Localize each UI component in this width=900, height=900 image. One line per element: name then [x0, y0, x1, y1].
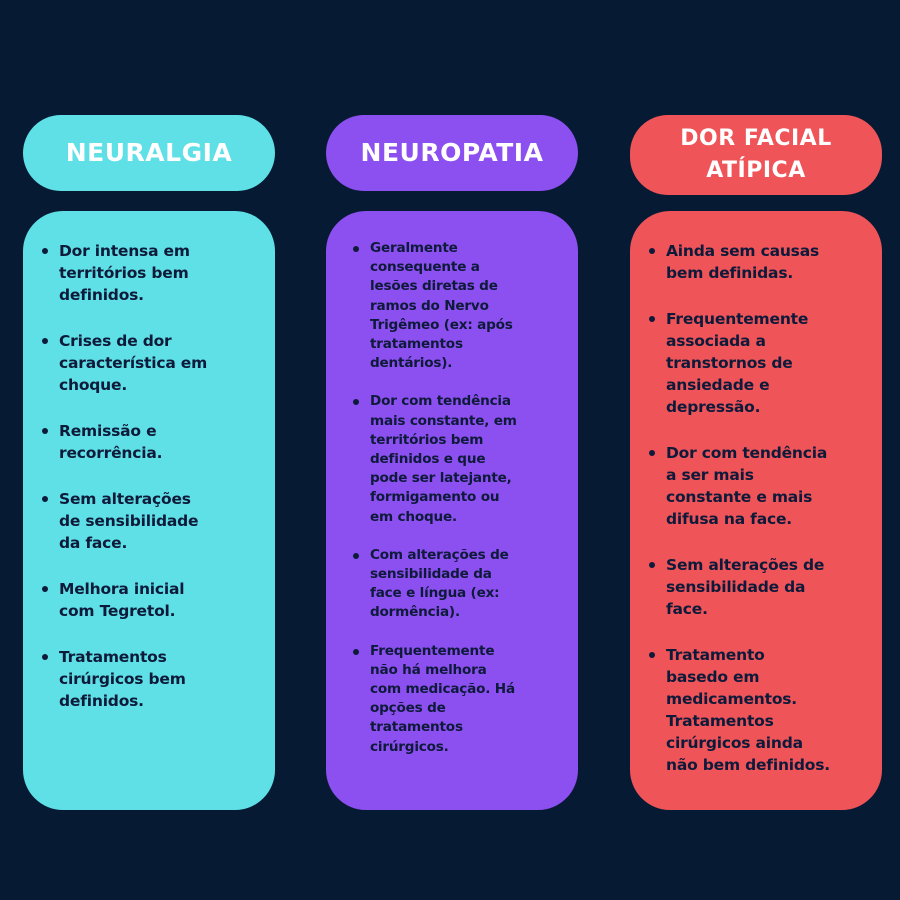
list-item: Sem alterações de sensibilidade da face.	[23, 488, 267, 554]
list-item: Remissão e recorrência.	[23, 420, 267, 464]
list-item: Frequentemente associada a transtornos de ansiedade e depressão.	[630, 308, 874, 418]
list-item: Tratamento basedo em medicamentos. Tratamentos cirúrgicos ainda não bem definidos.	[630, 644, 874, 776]
list-item: Tratamentos cirúrgicos bem definidos.	[23, 646, 267, 712]
header-pill-neuropatia: NEUROPATIA	[326, 115, 578, 191]
card-dor-facial-atipica	[630, 211, 882, 810]
header-pill-dor-facial-atipica: DOR FACIAL ATÍPICA	[630, 115, 882, 195]
bullet-list	[23, 240, 267, 712]
list-item: Ainda sem causas bem definidas.	[630, 240, 874, 284]
list-item: Geralmente consequente a lesões diretas de ramos do Nervo Trigêmeo (ex: após tratamentos dentários).	[334, 239, 574, 373]
bullet-list	[334, 239, 574, 757]
list-item: Melhora inicial com Tegretol.	[23, 578, 267, 622]
header-pill-neuralgia: NEURALGIA	[23, 115, 275, 191]
bullet-list	[630, 240, 874, 776]
list-item: Dor intensa em territórios bem definidos.	[23, 240, 267, 306]
list-item: Dor com tendência mais constante, em territórios bem definidos e que pode ser latejante, formigamento ou em choque.	[334, 392, 574, 526]
card-neuralgia	[23, 211, 275, 810]
list-item: Sem alterações de sensibilidade da face.	[630, 554, 874, 620]
list-item: Com alterações de sensibilidade da face e língua (ex: dormência).	[334, 546, 574, 623]
list-item: Dor com tendência a ser mais constante e mais difusa na face.	[630, 442, 874, 530]
card-neuropatia	[326, 211, 578, 810]
list-item: Crises de dor característica em choque.	[23, 330, 267, 396]
list-item: Frequentemente não há melhora com medicação. Há opções de tratamentos cirúrgicos.	[334, 642, 574, 757]
